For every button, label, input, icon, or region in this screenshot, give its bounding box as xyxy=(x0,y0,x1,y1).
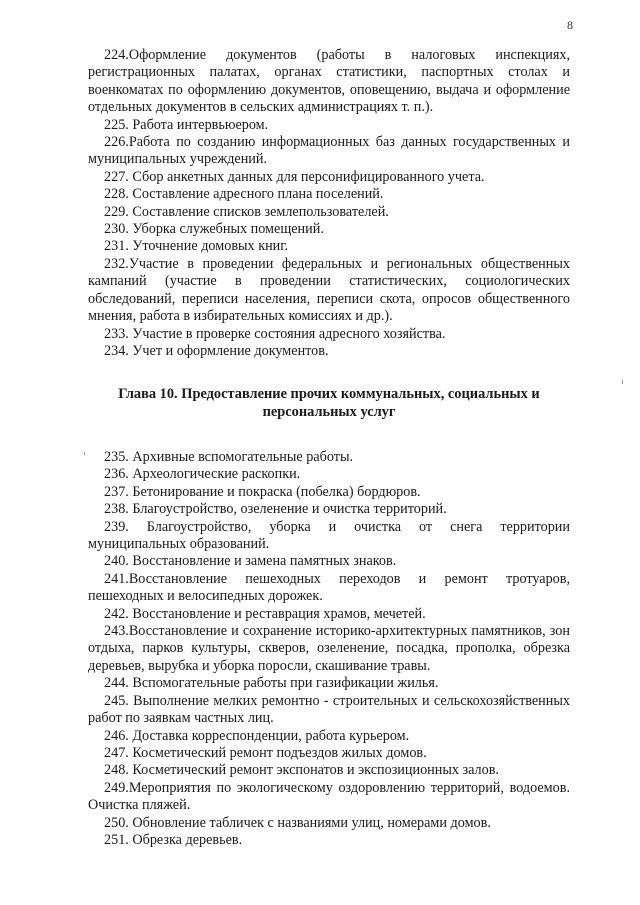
list-item: 236. Археологические раскопки. xyxy=(104,466,301,483)
list-item: 246. Доставка корреспонденции, работа курьером. xyxy=(104,727,410,744)
chapter-title-line-1: Глава 10. Предоставление прочих коммунальных, социальных и xyxy=(118,386,540,402)
chapter-title-line-2: персональных услуг xyxy=(262,404,396,420)
list-item: 237. Бетонирование и покраска (побелка) бордюров. xyxy=(104,483,421,500)
list-item: 245. Выполнение мелких ремонтно - строительных и сельскохозяйственных работ по заявкам частных лиц. xyxy=(88,692,570,727)
list-section-1 xyxy=(88,47,570,360)
list-item: 227. Сбор анкетных данных для персонифицированного учета. xyxy=(104,168,485,185)
list-item: 243.Восстановление и сохранение историко-архитектурных памятников, зон отдыха, парков культуры, скверов, озеленение, посадка, прополка, обрезка деревьев, вырубка и уборка поросли, скашивание травы. xyxy=(88,623,570,674)
list-item: 249.Мероприятия по экологическому оздоровлению территорий, водоемов. Очистка пляжей. xyxy=(88,779,570,814)
list-item: 239. Благоустройство, уборка и очистка от снега территории муниципальных образований. xyxy=(88,518,570,553)
chapter-title xyxy=(88,385,570,421)
list-item: 233. Участие в проверке состояния адресного хозяйства. xyxy=(104,325,446,342)
list-item: 228. Составление адресного плана поселений. xyxy=(104,186,384,203)
page-number: 8 xyxy=(567,18,573,32)
list-item: 225. Работа интервьюером. xyxy=(104,116,269,133)
list-item: 235. Архивные вспомогательные работы. xyxy=(104,449,354,465)
list-item: 231. Уточнение домовых книг. xyxy=(104,238,289,255)
scan-mark xyxy=(84,452,85,455)
list-item: 248. Косметический ремонт экспонатов и экспозиционных залов. xyxy=(104,762,499,779)
list-item: 244. Вспомогательные работы при газификации жилья. xyxy=(104,675,439,692)
list-item: 230. Уборка служебных помещений. xyxy=(104,221,324,238)
list-item: 250. Обновление табличек с названиями улиц, номерами домов. xyxy=(104,814,491,831)
list-section-2 xyxy=(88,449,570,849)
scan-mark xyxy=(622,380,623,384)
list-item: 234. Учет и оформление документов. xyxy=(104,342,329,359)
list-item: 229. Составление списков землепользователей. xyxy=(104,203,389,220)
list-item: 247. Косметический ремонт подъездов жилых домов. xyxy=(104,744,427,761)
list-item: 241.Восстановление пешеходных переходов и ремонт тротуаров, пешеходных и велосипедных дорожек. xyxy=(88,570,570,605)
list-item: 226.Работа по созданию информационных баз данных государственных и муниципальных учреждений. xyxy=(88,134,570,168)
list-item: 224.Оформление документов (работы в налоговых инспекциях, регистрационных палатах, органах статистики, паспортных столах и военкоматах по оформлению документов, оповещению, выдача и оформление отдельных документов в сельских администрациях т. п.). xyxy=(88,47,570,116)
list-item: 251. Обрезка деревьев. xyxy=(104,831,243,848)
list-item: 240. Восстановление и замена памятных знаков. xyxy=(104,553,397,570)
list-item: 232.Участие в проведении федеральных и региональных общественных кампаний (участие в проведении статистических, социологических обследований, переписи населения, переписи скота, опросов общественного мнения, работа в избирательных комиссиях и др.). xyxy=(88,255,570,325)
list-item: 238. Благоустройство, озеленение и очистка территорий. xyxy=(104,501,447,518)
list-item: 242. Восстановление и реставрация храмов, мечетей. xyxy=(104,605,426,622)
